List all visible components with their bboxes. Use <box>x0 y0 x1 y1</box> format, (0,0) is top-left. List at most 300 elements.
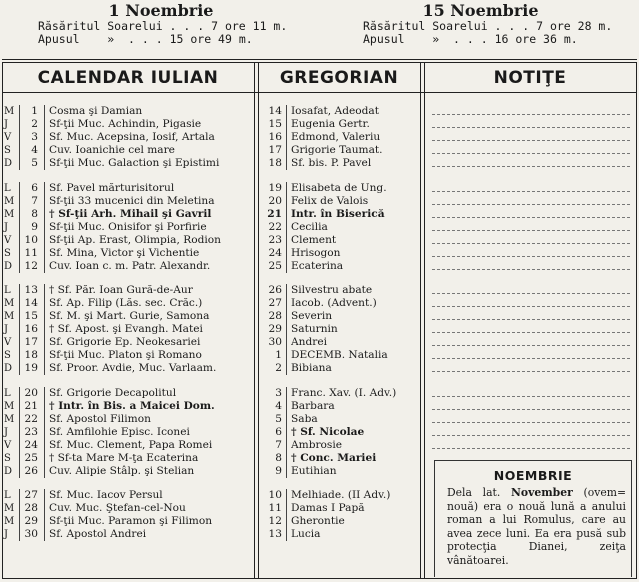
day-of-week: D <box>4 465 13 477</box>
notes-line[interactable] <box>432 319 630 320</box>
gregorian-day-number: 8 <box>275 451 282 464</box>
column-header-julian: CALENDAR IULIAN <box>37 68 219 88</box>
notes-line[interactable] <box>432 114 630 115</box>
gregorian-saint: Hrisogon <box>291 246 341 259</box>
julian-day-number: 15 <box>24 310 38 322</box>
julian-saint: † Sf. Păr. Ioan Gură-de-Aur <box>49 284 193 296</box>
row-separator <box>19 400 20 413</box>
calendar-row <box>0 413 639 426</box>
row-separator <box>19 208 20 221</box>
julian-day-number: 20 <box>24 386 38 399</box>
row-separator <box>44 362 45 375</box>
gregorian-day-number: 11 <box>268 502 282 514</box>
julian-saint: Cuv. Ioanichie cel mare <box>49 144 175 156</box>
gregorian-day-number: 6 <box>275 425 282 438</box>
column-header-rule <box>2 92 637 93</box>
notes-line[interactable] <box>432 256 630 257</box>
calendar-row <box>0 323 639 336</box>
row-separator <box>44 489 45 502</box>
notes-line[interactable] <box>432 140 630 141</box>
notes-line[interactable] <box>432 127 630 128</box>
day-of-week: M <box>4 413 15 425</box>
julian-saint: Sf-ţii Muc. Platon şi Romano <box>49 349 202 361</box>
gregorian-saint: Eutihian <box>291 464 337 477</box>
row-separator <box>19 528 20 541</box>
row-separator <box>19 413 20 426</box>
julian-day-number: 21 <box>24 399 38 412</box>
gregorian-day-number: 5 <box>275 412 282 425</box>
notes-line[interactable] <box>432 204 630 205</box>
julian-day-number: 25 <box>24 451 38 464</box>
month-info-box <box>434 460 632 577</box>
row-separator <box>19 452 20 465</box>
day-of-week: D <box>4 363 13 374</box>
julian-saint: Cuv. Muc. Ştefan-cel-Nou <box>49 502 186 514</box>
row-separator <box>19 489 20 502</box>
julian-saint: † Sf-ta Mare M-ţa Ecaterina <box>49 451 199 464</box>
day-of-week: L <box>4 387 11 399</box>
row-separator <box>19 323 20 336</box>
gregorian-saint: Sf. bis. P. Pavel <box>291 157 372 169</box>
gregorian-saint: Eugenia Gertr. <box>291 118 370 130</box>
julian-saint: Cosma şi Damian <box>49 105 143 117</box>
day-of-week: L <box>4 490 11 501</box>
row-separator <box>286 400 287 413</box>
julian-day-number: 28 <box>24 502 38 514</box>
day-of-week: V <box>4 337 12 348</box>
header-right-date: 15 Noembrie <box>422 1 539 20</box>
row-separator <box>44 413 45 426</box>
day-of-week: M <box>4 400 15 412</box>
notes-line[interactable] <box>432 306 630 307</box>
row-separator <box>286 144 287 157</box>
day-of-week: D <box>4 260 13 272</box>
gregorian-day-number: 7 <box>275 438 282 451</box>
gregorian-day-number: 20 <box>268 194 282 207</box>
calendar-row <box>0 439 639 452</box>
row-separator <box>19 439 20 452</box>
row-separator <box>286 182 287 195</box>
row-separator <box>19 310 20 323</box>
gregorian-day-number: 22 <box>268 220 282 233</box>
gregorian-day-number: 30 <box>268 336 282 348</box>
day-of-week: J <box>4 426 9 438</box>
julian-saint: Sf-ţii Ap. Erast, Olimpia, Rodion <box>49 233 221 246</box>
row-separator <box>286 118 287 131</box>
column-header-gregorian: GREGORIAN <box>279 68 399 88</box>
row-separator <box>286 439 287 452</box>
julian-saint: Sf. Pavel mărturisitorul <box>49 181 175 194</box>
gregorian-day-number: 9 <box>275 464 282 477</box>
gregorian-saint: Edmond, Valeriu <box>291 131 381 143</box>
row-separator <box>44 234 45 247</box>
gregorian-day-number: 16 <box>268 131 282 143</box>
julian-saint: Sf. Amfilohie Episc. Iconei <box>49 425 190 438</box>
gregorian-day-number: 3 <box>275 386 282 399</box>
row-separator <box>286 310 287 323</box>
julian-saint: Sf-ţii 33 mucenici din Meletina <box>49 194 215 207</box>
gregorian-saint: Franc. Xav. (I. Adv.) <box>291 386 397 399</box>
calendar-row <box>0 195 639 208</box>
julian-day-number: 8 <box>31 207 38 220</box>
gregorian-day-number: 18 <box>268 157 282 169</box>
row-separator <box>44 528 45 541</box>
day-of-week: M <box>4 516 15 527</box>
header-right <box>322 2 639 58</box>
day-of-week: S <box>4 350 11 361</box>
day-of-week: M <box>4 311 15 322</box>
top-rule-double <box>2 62 637 63</box>
julian-day-number: 10 <box>24 233 38 246</box>
julian-day-number: 12 <box>24 259 38 272</box>
gregorian-saint: Severin <box>291 310 333 322</box>
row-separator <box>44 439 45 452</box>
row-separator <box>19 105 20 118</box>
julian-day-number: 22 <box>24 412 38 425</box>
gregorian-day-number: 19 <box>268 181 282 194</box>
calendar-row <box>0 182 639 195</box>
notes-line[interactable] <box>432 396 630 397</box>
gregorian-day-number: 25 <box>268 259 282 272</box>
julian-day-number: 4 <box>31 144 38 156</box>
gregorian-saint: Ecaterina <box>291 259 344 272</box>
row-separator <box>44 195 45 208</box>
gregorian-saint: Damas I Papă <box>291 502 365 514</box>
row-separator <box>286 515 287 528</box>
day-of-week: S <box>4 247 11 259</box>
day-of-week: D <box>4 158 13 169</box>
notes-line[interactable] <box>432 191 630 192</box>
notes-line[interactable] <box>432 293 630 294</box>
gregorian-saint: Bibiana <box>291 362 332 374</box>
row-separator <box>44 284 45 297</box>
month-info-text: Dela lat. November (ovem= nouă) era o nouă lună a anului roman a lui Romulus, care au avea zece luni. Ea era pusă sub protecţia Dianei, zeiţa vânătoarei. <box>447 486 627 567</box>
day-of-week: J <box>4 221 9 233</box>
row-separator <box>19 515 20 528</box>
calendar-row <box>0 362 639 375</box>
row-separator <box>44 118 45 131</box>
julian-saint: Sf. Proor. Avdie, Muc. Varlaam. <box>49 362 217 374</box>
notes-line[interactable] <box>432 345 630 346</box>
row-separator <box>19 118 20 131</box>
day-of-week: M <box>4 503 15 514</box>
julian-day-number: 6 <box>31 181 38 194</box>
row-separator <box>286 336 287 349</box>
gregorian-saint: Andrei <box>291 336 327 348</box>
notes-line[interactable] <box>432 166 630 167</box>
row-separator <box>286 465 287 478</box>
notes-line[interactable] <box>432 409 630 410</box>
calendar-row <box>0 221 639 234</box>
gregorian-day-number: 15 <box>268 118 282 130</box>
row-separator <box>286 195 287 208</box>
row-separator <box>44 502 45 515</box>
julian-day-number: 27 <box>24 489 38 501</box>
julian-saint: Sf-ţii Muc. Achindin, Pigasie <box>49 118 202 130</box>
gregorian-day-number: 29 <box>268 323 282 335</box>
day-of-week: M <box>4 298 15 309</box>
row-separator <box>19 131 20 144</box>
header-right-sunset: Apusul » . . . 16 ore 36 m. <box>363 32 578 46</box>
calendar-row <box>0 297 639 310</box>
day-of-week: J <box>4 529 9 540</box>
day-of-week: J <box>4 324 9 335</box>
gregorian-saint: Cecilia <box>291 220 328 233</box>
julian-saint: Cuv. Ioan c. m. Patr. Alexandr. <box>49 259 211 272</box>
row-separator <box>44 247 45 260</box>
gregorian-saint: Silvestru abate <box>291 284 373 296</box>
day-of-week: S <box>4 145 11 156</box>
row-separator <box>44 131 45 144</box>
row-separator <box>286 452 287 465</box>
calendar-row <box>0 349 639 362</box>
gregorian-saint: Ambrosie <box>291 438 343 451</box>
row-separator <box>19 465 20 478</box>
row-separator <box>19 144 20 157</box>
row-separator <box>44 157 45 170</box>
row-separator <box>44 465 45 478</box>
julian-saint: Sf. Grigorie Ep. Neokesariei <box>49 336 201 348</box>
gregorian-day-number: 24 <box>268 246 282 259</box>
row-separator <box>286 247 287 260</box>
calendar-row <box>0 118 639 131</box>
day-of-week: L <box>4 182 11 194</box>
gregorian-saint: † Sf. Nicolae <box>291 425 365 438</box>
row-separator <box>44 387 45 400</box>
gregorian-saint: Saturnin <box>291 323 338 335</box>
gregorian-saint: Iosafat, Adeodat <box>291 105 379 117</box>
row-separator <box>19 387 20 400</box>
gregorian-saint: Iacob. (Advent.) <box>291 297 377 309</box>
calendar-row <box>0 105 639 118</box>
calendar-row <box>0 336 639 349</box>
calendar-row <box>0 400 639 413</box>
julian-day-number: 16 <box>24 323 38 335</box>
row-separator <box>44 105 45 118</box>
julian-day-number: 1 <box>31 105 38 117</box>
row-separator <box>44 336 45 349</box>
julian-saint: Sf. Grigorie Decapolitul <box>49 386 177 399</box>
row-separator <box>44 297 45 310</box>
gregorian-saint: Clement <box>291 233 337 246</box>
row-separator <box>19 260 20 273</box>
julian-day-number: 26 <box>24 464 38 477</box>
notes-line[interactable] <box>432 153 630 154</box>
julian-saint: Sf. M. şi Mart. Gurie, Samona <box>49 310 210 322</box>
calendar-row <box>0 131 639 144</box>
row-separator <box>44 144 45 157</box>
row-separator <box>286 157 287 170</box>
day-of-week: V <box>4 439 12 451</box>
gregorian-day-number: 4 <box>275 399 282 412</box>
calendar-row <box>0 208 639 221</box>
day-of-week: V <box>4 132 12 143</box>
row-separator <box>19 157 20 170</box>
gregorian-saint: Gherontie <box>291 515 345 527</box>
notes-line[interactable] <box>432 269 630 270</box>
top-rule <box>2 59 637 60</box>
gregorian-saint: Intr. în Biserică <box>291 207 385 220</box>
julian-saint: Sf. Apostol Andrei <box>49 528 147 540</box>
row-separator <box>286 426 287 439</box>
row-separator <box>19 221 20 234</box>
julian-day-number: 29 <box>24 515 38 527</box>
row-separator <box>286 105 287 118</box>
notes-line[interactable] <box>432 358 630 359</box>
row-separator <box>286 387 287 400</box>
gregorian-saint: † Conc. Mariei <box>291 451 377 464</box>
julian-saint: Sf. Muc. Iacov Persul <box>49 489 163 501</box>
row-separator <box>286 234 287 247</box>
gregorian-day-number: 1 <box>275 349 282 361</box>
gregorian-saint: Felix de Valois <box>291 194 369 207</box>
julian-saint: Sf. Mina, Victor şi Vichentie <box>49 246 200 259</box>
gregorian-saint: Barbara <box>291 399 335 412</box>
row-separator <box>19 362 20 375</box>
calendar-row <box>0 284 639 297</box>
row-separator <box>286 349 287 362</box>
julian-day-number: 9 <box>31 220 38 233</box>
calendar-row <box>0 310 639 323</box>
row-separator <box>44 323 45 336</box>
gregorian-day-number: 10 <box>268 489 282 501</box>
gregorian-day-number: 12 <box>268 515 282 527</box>
gregorian-day-number: 21 <box>267 207 282 220</box>
column-header-notes: NOTIŢE <box>493 68 567 88</box>
calendar-row <box>0 247 639 260</box>
julian-saint: Sf-ţii Muc. Galaction şi Epistimi <box>49 157 220 169</box>
notes-line[interactable] <box>432 332 630 333</box>
row-separator <box>44 310 45 323</box>
row-separator <box>286 260 287 273</box>
row-separator <box>286 131 287 144</box>
notes-line[interactable] <box>432 243 630 244</box>
julian-day-number: 13 <box>24 284 38 296</box>
gregorian-saint: Saba <box>291 412 318 425</box>
header-left-sunrise: Răsăritul Soarelui . . . 7 ore 11 m. <box>38 19 288 33</box>
header-left-date: 1 Noembrie <box>108 1 214 20</box>
row-separator <box>286 221 287 234</box>
gregorian-day-number: 2 <box>275 362 282 374</box>
row-separator <box>44 515 45 528</box>
julian-saint: † Sf-ţii Arh. Mihail şi Gavril <box>49 207 212 220</box>
header-left <box>0 2 322 58</box>
julian-day-number: 3 <box>31 131 38 143</box>
row-separator <box>286 323 287 336</box>
day-of-week: S <box>4 452 11 464</box>
calendar-row <box>0 387 639 400</box>
julian-day-number: 18 <box>24 349 38 361</box>
row-separator <box>286 413 287 426</box>
julian-day-number: 17 <box>24 336 38 348</box>
gregorian-day-number: 13 <box>268 528 282 540</box>
gregorian-saint: Melhiade. (II Adv.) <box>291 489 391 501</box>
notes-line[interactable] <box>432 217 630 218</box>
row-separator <box>19 349 20 362</box>
julian-day-number: 5 <box>31 157 38 169</box>
row-separator <box>286 489 287 502</box>
row-separator <box>44 260 45 273</box>
notes-line[interactable] <box>432 371 630 372</box>
julian-saint: Sf-ţii Muc. Paramon şi Filimon <box>49 515 213 527</box>
row-separator <box>44 221 45 234</box>
day-of-week: V <box>4 234 12 246</box>
day-of-week: J <box>4 119 9 130</box>
calendar-row <box>0 157 639 170</box>
notes-line[interactable] <box>432 435 630 436</box>
notes-line[interactable] <box>432 230 630 231</box>
julian-saint: Sf. Muc. Clement, Papa Romei <box>49 438 213 451</box>
julian-day-number: 30 <box>24 528 38 540</box>
julian-day-number: 23 <box>24 425 38 438</box>
gregorian-day-number: 27 <box>268 297 282 309</box>
calendar-row <box>0 426 639 439</box>
gregorian-saint: Grigorie Taumat. <box>291 144 383 156</box>
julian-day-number: 2 <box>31 118 38 130</box>
julian-saint: Sf. Muc. Acepsina, Iosif, Artala <box>49 131 215 143</box>
month-info-title: NOEMBRIE <box>493 468 573 483</box>
gregorian-day-number: 26 <box>268 284 282 296</box>
row-separator <box>44 208 45 221</box>
gregorian-day-number: 28 <box>268 310 282 322</box>
row-separator <box>44 182 45 195</box>
gregorian-saint: DECEMB. Natalia <box>291 349 388 361</box>
day-of-week: M <box>4 106 15 117</box>
row-separator <box>286 284 287 297</box>
row-separator <box>19 502 20 515</box>
gregorian-saint: Lucia <box>291 528 321 540</box>
row-separator <box>44 426 45 439</box>
row-separator <box>19 336 20 349</box>
julian-saint: Cuv. Alipie Stâlp. şi Stelian <box>49 464 195 477</box>
julian-day-number: 7 <box>31 194 38 207</box>
header-right-sunrise: Răsăritul Soarelui . . . 7 ore 28 m. <box>363 19 613 33</box>
row-separator <box>44 349 45 362</box>
row-separator <box>286 528 287 541</box>
julian-day-number: 11 <box>24 246 38 259</box>
row-separator <box>19 297 20 310</box>
gregorian-saint: Elisabeta de Ung. <box>291 181 387 194</box>
julian-saint: Sf. Apostol Filimon <box>49 412 151 425</box>
row-separator <box>19 284 20 297</box>
julian-day-number: 19 <box>24 362 38 374</box>
julian-saint: Sf. Ap. Filip (Lăs. sec. Crăc.) <box>49 297 203 309</box>
row-separator <box>19 234 20 247</box>
gregorian-day-number: 23 <box>268 233 282 246</box>
gregorian-day-number: 14 <box>268 105 282 117</box>
julian-day-number: 24 <box>24 438 38 451</box>
notes-line[interactable] <box>432 422 630 423</box>
row-separator <box>286 362 287 375</box>
notes-line[interactable] <box>432 448 630 449</box>
gregorian-day-number: 17 <box>268 144 282 156</box>
row-separator <box>286 208 287 221</box>
julian-saint: † Sf. Apost. şi Evangh. Matei <box>49 323 203 335</box>
bottom-rule <box>2 578 637 579</box>
calendar-row <box>0 260 639 273</box>
row-separator <box>44 400 45 413</box>
julian-day-number: 14 <box>24 297 38 309</box>
row-separator <box>19 247 20 260</box>
day-of-week: M <box>4 195 15 207</box>
row-separator <box>19 195 20 208</box>
julian-saint: † Intr. în Bis. a Maicei Dom. <box>49 399 215 412</box>
row-separator <box>286 297 287 310</box>
day-of-week: L <box>4 285 11 296</box>
row-separator <box>44 452 45 465</box>
julian-saint: Sf-ţii Muc. Onisifor şi Porfirie <box>49 220 207 233</box>
calendar-row <box>0 144 639 157</box>
